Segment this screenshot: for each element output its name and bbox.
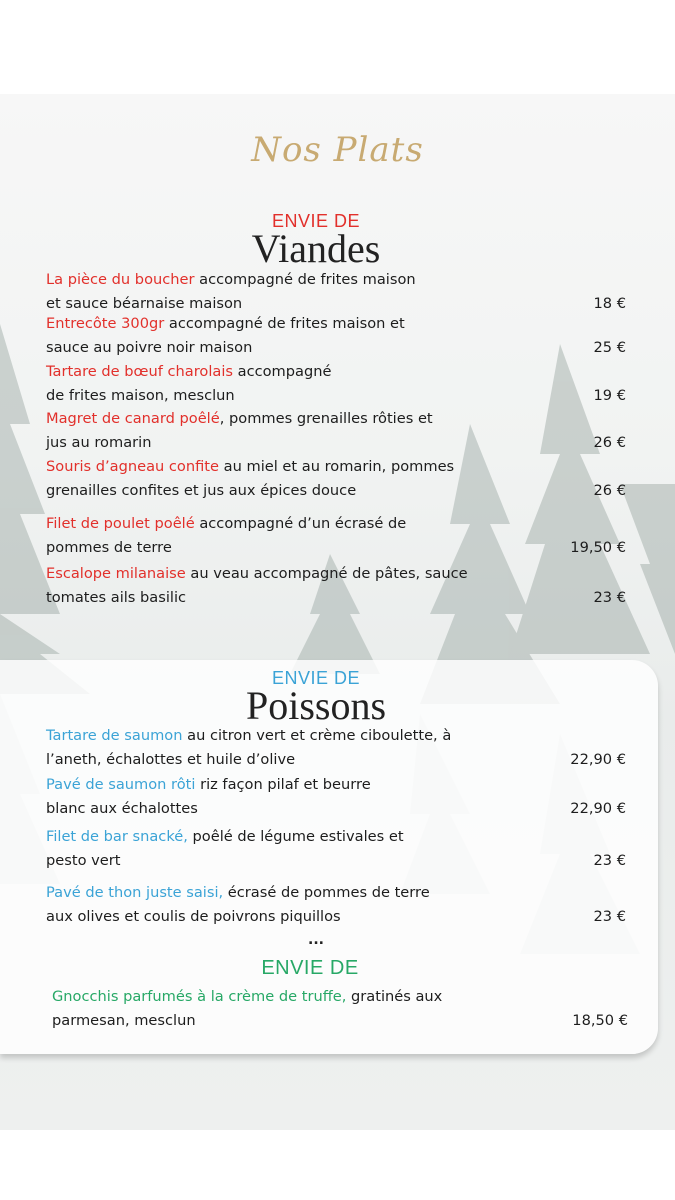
menu-item-price: 22,90 € <box>570 800 626 817</box>
menu-item-desc: , pommes grenailles rôties et <box>219 410 433 427</box>
menu-item <box>46 773 626 821</box>
menu-item-desc: de frites maison, mesclun <box>46 387 235 404</box>
menu-item-desc: poêlé de légume estivales et <box>187 828 404 845</box>
menu-item-price: 26 € <box>593 434 626 451</box>
menu-item-price: 26 € <box>593 482 626 499</box>
section-separator-dots: ... <box>308 932 324 948</box>
menu-item <box>46 312 626 360</box>
menu-item-price: 23 € <box>593 589 626 606</box>
poissons-heading-prefix: ENVIE DE <box>271 668 361 688</box>
menu-item-desc: accompagné de frites maison et <box>164 315 405 332</box>
menu-item-name: Magret de canard poêlé <box>46 410 220 427</box>
menu-item-desc: riz façon pilaf et beurre <box>195 776 371 793</box>
menu-item-desc: jus au romarin <box>46 434 152 451</box>
autre-heading <box>0 959 620 977</box>
menu-item-desc: tomates ails basilic <box>46 589 187 606</box>
menu-item-desc: pesto vert <box>46 852 121 869</box>
menu-item-desc: écrasé de pommes de terre <box>223 884 430 901</box>
menu-item <box>46 455 626 503</box>
menu-item-name: Entrecôte 300gr <box>46 315 165 332</box>
menu-item-desc: pommes de terre <box>46 539 172 556</box>
menu-item-desc: blanc aux échalottes <box>46 800 198 817</box>
poissons-heading-name: Poissons <box>245 683 387 728</box>
menu-item-price: 19 € <box>593 387 626 404</box>
menu-item-desc: au veau accompagné de pâtes, sauce <box>185 565 468 582</box>
viandes-heading-prefix: ENVIE DE <box>271 211 361 231</box>
menu-item-name: Tartare de bœuf charolais <box>46 363 233 380</box>
menu-item-price: 22,90 € <box>570 751 626 768</box>
menu-item-name: Filet de bar snacké, <box>46 828 188 845</box>
menu-item-price: 18 € <box>593 295 626 312</box>
menu-item-name: La pièce du boucher <box>46 271 195 288</box>
menu-item-desc: gratinés aux <box>346 988 443 1005</box>
menu-item-name: Gnocchis parfumés à la crème de truffe, <box>52 988 347 1005</box>
poissons-heading <box>0 668 632 728</box>
menu-item-desc: au citron vert et crème ciboulette, à <box>182 727 452 744</box>
menu-item-price: 23 € <box>593 908 626 925</box>
menu-item-desc: et sauce béarnaise maison <box>46 295 243 312</box>
menu-item-price: 18,50 € <box>572 1012 628 1029</box>
viandes-heading <box>0 211 632 271</box>
menu-item-name: Pavé de thon juste saisi, <box>46 884 224 901</box>
menu-item <box>46 881 626 929</box>
menu-item-name: Filet de poulet poêlé <box>46 515 195 532</box>
autre-heading-prefix: ENVIE DE <box>261 957 359 979</box>
menu-item <box>46 825 626 873</box>
menu-item <box>46 360 626 408</box>
menu-item-desc: accompagné <box>232 363 332 380</box>
menu-item <box>52 985 628 1033</box>
menu-item-desc: accompagné de frites maison <box>194 271 416 288</box>
menu-item <box>46 512 626 560</box>
page-title: Nos Plats <box>251 130 424 170</box>
menu-item <box>46 268 626 316</box>
menu-item <box>46 562 626 610</box>
menu-item-desc: accompagné d’un écrasé de <box>194 515 407 532</box>
menu-item-name: Tartare de saumon <box>46 727 183 744</box>
menu-item-name: Souris d’agneau confite <box>46 458 220 475</box>
menu-item-desc: au miel et au romarin, pommes <box>219 458 455 475</box>
menu-item-desc: parmesan, mesclun <box>52 1012 196 1029</box>
menu-item-name: Escalope milanaise <box>46 565 186 582</box>
menu-item-desc: aux olives et coulis de poivrons piquillos <box>46 908 341 925</box>
menu-item <box>46 407 626 455</box>
menu-item-desc: sauce au poivre noir maison <box>46 339 253 356</box>
menu-item-price: 23 € <box>593 852 626 869</box>
menu-item-desc: l’aneth, échalottes et huile d’olive <box>46 751 296 768</box>
menu-item-price: 25 € <box>593 339 626 356</box>
menu-item-desc: grenailles confites et jus aux épices douce <box>46 482 357 499</box>
viandes-heading-name: Viandes <box>251 226 381 271</box>
menu-item-price: 19,50 € <box>570 539 626 556</box>
menu-item-name: Pavé de saumon rôti <box>46 776 196 793</box>
menu-item <box>46 724 626 772</box>
